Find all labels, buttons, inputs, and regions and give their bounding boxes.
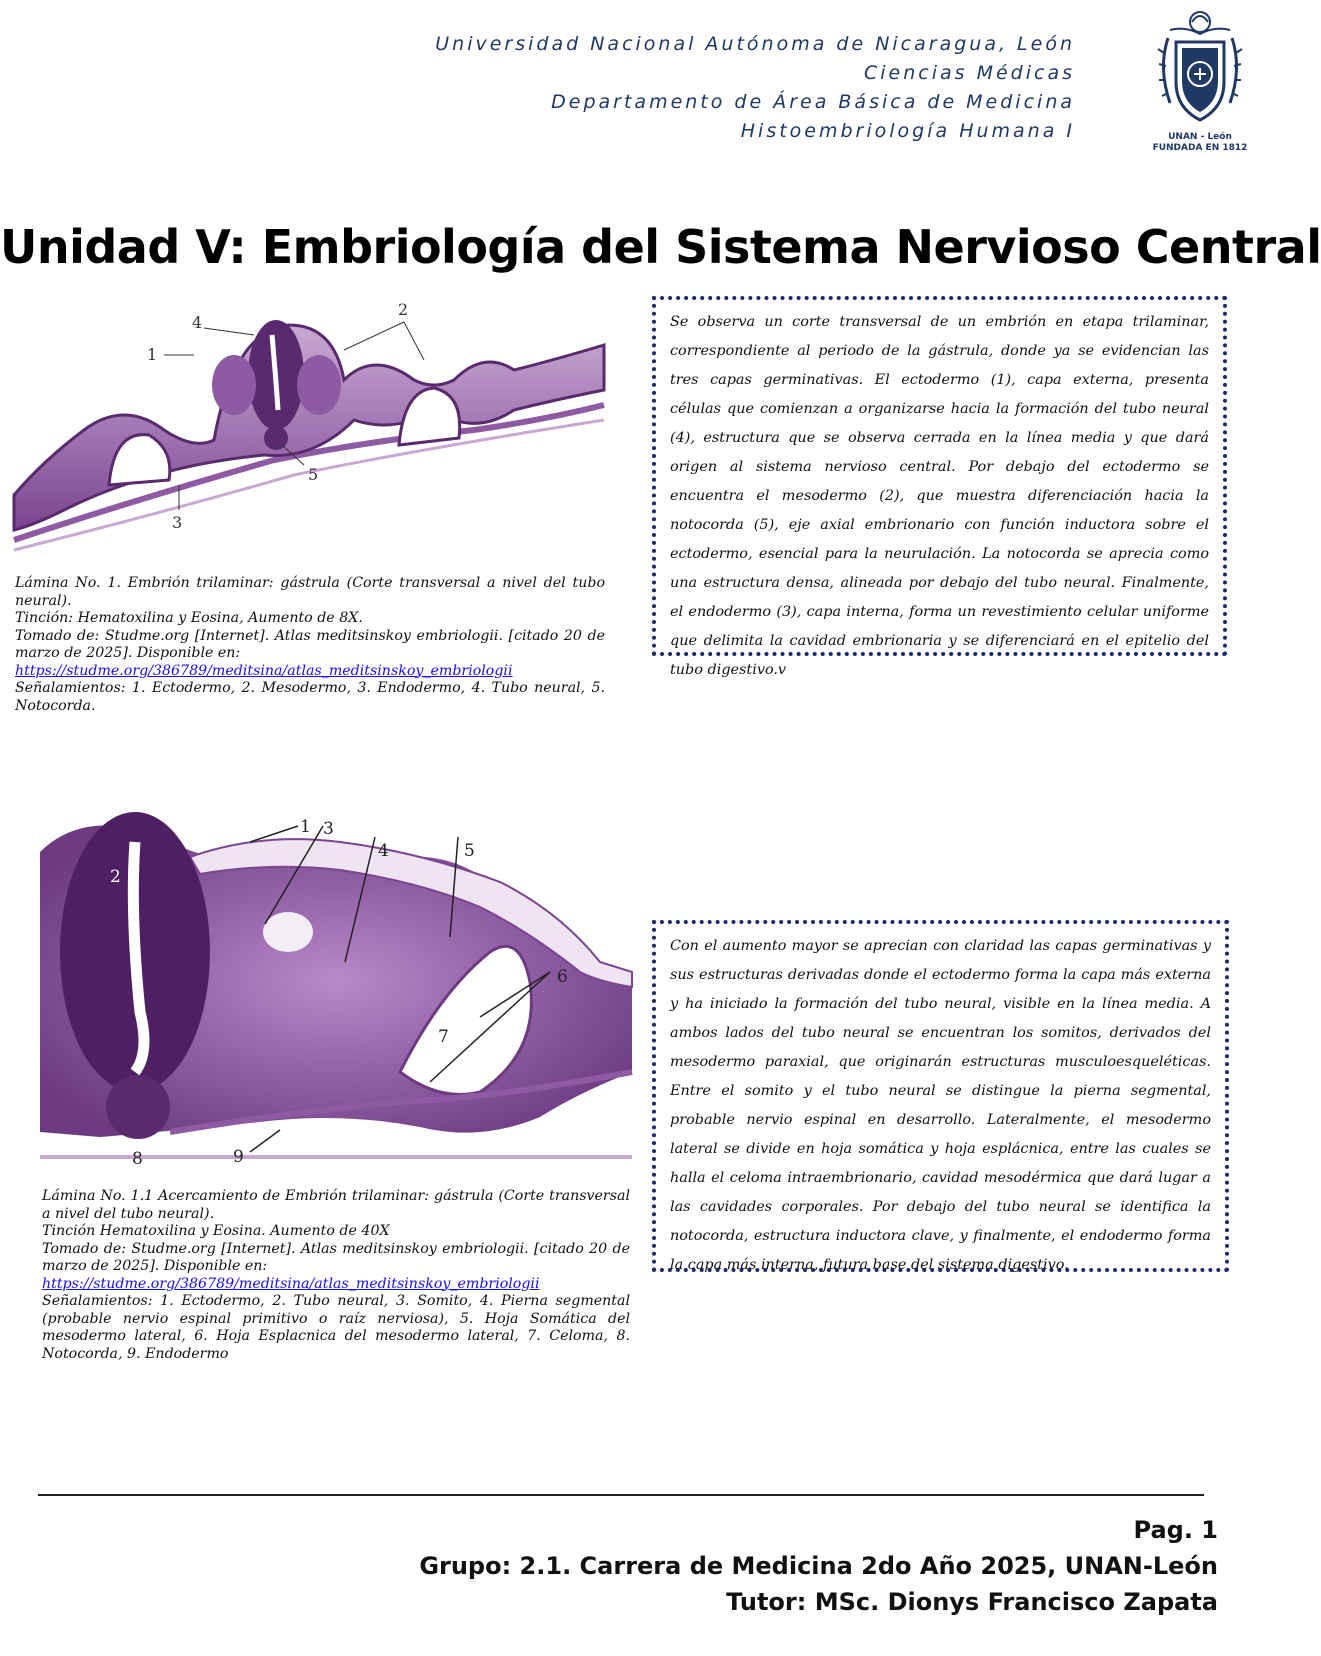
figure2-caption-stain: Tinción Hematoxilina y Eosina. Aumento de 40X xyxy=(42,1223,390,1239)
page-title: Unidad V: Embriología del Sistema Nervioso Central xyxy=(0,220,1321,274)
figure2-source-link[interactable]: https://studme.org/386789/meditsina/atlas_meditsinskoy_embriologii xyxy=(42,1275,540,1292)
fig2-label-6: 6 xyxy=(557,967,568,987)
fig2-label-7: 7 xyxy=(438,1027,449,1047)
fig1-label-1: 1 xyxy=(147,345,158,364)
figure1-caption-markers: Señalamientos: 1. Ectodermo, 2. Mesodermo, 3. Endodermo, 4. Tubo neural, 5. Notocorda. xyxy=(15,680,605,714)
figure1-description: Se observa un corte transversal de un embrión en etapa trilaminar, correspondiente al periodo de la gástrula, donde ya se evidencian las tres capas germinativas. El ectodermo (1), capa externa, presenta células que comienzan a organizarse hacia la formación del tubo neural (4), estructura que se observa cerrada en la línea media y que dará origen al sistema nervioso central. Por debajo del ectodermo se encuentra el mesodermo (2), que muestra diferenciación hacia la notocorda (5), eje axial embrionario con función inductora sobre el ectodermo, esencial para la neurulación. La notocorda se aprecia como una estructura densa, alineada por debajo del tubo neural. Finalmente, el endodermo (3), capa interna, forma un revestimiento celular uniforme que delimita la cavidad embrionaria y se diferenciará en el epitelio del tubo digestivo.v xyxy=(670,314,1209,678)
figure1-caption-stain: Tinción: Hematoxilina y Eosina, Aumento de 8X. xyxy=(15,610,363,626)
figure2-description: Con el aumento mayor se aprecian con claridad las capas germinativas y sus estructuras derivadas donde el ectodermo forma la capa más externa y ha iniciado la formación del tubo neural, visible en la línea media. A ambos lados del tubo neural se encuentran los somitos, derivados del mesodermo paraxial, que originarán estructuras musculoesqueléticas. Entre el somito y el tubo neural se distingue la pierna segmental, probable nervio espinal en desarrollo. Lateralmente, el mesodermo lateral se divide en hoja somática y hoja esplácnica, entre las cuales se halla el celoma intraembrionario, cavidad mesodérmica que dará lugar a las cavidades corporales. Por debajo del tubo neural se identifica la notocorda, estructura inductora clave, y finalmente, el endodermo forma la capa más interna, futura base del sistema digestivo. xyxy=(670,938,1211,1273)
figure2-caption-source: Tomado de: Studme.org [Internet]. Atlas meditsinskoy embriologii. [citado 20 de marzo de 2025]. Disponible en: xyxy=(42,1240,630,1274)
figure2-description-box xyxy=(652,920,1229,1272)
figure2-caption xyxy=(42,1188,630,1363)
footer-divider xyxy=(38,1494,1204,1496)
figure1-micrograph xyxy=(14,300,604,560)
page-number: Pag. 1 xyxy=(1133,1516,1218,1544)
fig1-label-2: 2 xyxy=(398,300,409,319)
fig2-label-4: 4 xyxy=(378,841,389,861)
fig2-label-3: 3 xyxy=(323,819,334,839)
university-name: Universidad Nacional Autónoma de Nicaragua, León xyxy=(435,33,1075,55)
figure1-caption-title: Lámina No. 1. Embrión trilaminar: gástrula (Corte transversal a nivel del tubo neural). xyxy=(15,575,605,609)
figure2-micrograph xyxy=(40,812,632,1168)
fig2-label-1: 1 xyxy=(300,817,311,837)
institution-header xyxy=(315,30,1075,142)
fig2-label-5: 5 xyxy=(464,841,475,861)
figure2-caption-markers: Señalamientos: 1. Ectodermo, 2. Tubo neural, 3. Somito, 4. Pierna segmental (probable nervio espinal primitivo o raíz nerviosa), 5. Hoja Somática del mesodermo lateral, 6. Hoja Esplacnica del mesodermo lateral, 7. Celoma, 8. Notocorda, 9. Endodermo xyxy=(42,1293,630,1362)
footer-tutor: Tutor: MSc. Dionys Francisco Zapata xyxy=(726,1588,1218,1616)
figure1-caption-source: Tomado de: Studme.org [Internet]. Atlas meditsinskoy embriologii. [citado 20 de marzo de 2025]. Disponible en: xyxy=(15,627,605,661)
figure1-source-link[interactable]: https://studme.org/386789/meditsina/atlas_meditsinskoy_embriologii xyxy=(15,662,513,679)
department-name: Departamento de Área Básica de Medicina xyxy=(551,91,1075,113)
logo-founded: FUNDADA EN 1812 xyxy=(1152,143,1248,153)
fig1-label-4: 4 xyxy=(192,313,203,332)
fig1-label-5: 5 xyxy=(308,465,319,484)
fig2-label-8: 8 xyxy=(132,1149,143,1169)
footer-group: Grupo: 2.1. Carrera de Medicina 2do Año 2025, UNAN-León xyxy=(419,1552,1218,1580)
figure1-description-box xyxy=(652,296,1227,678)
logo-caption: UNAN - León xyxy=(1168,132,1232,142)
figure2-caption-title: Lámina No. 1.1 Acercamiento de Embrión trilaminar: gástrula (Corte transversal a nivel del tubo neural). xyxy=(42,1188,630,1222)
figure1-caption xyxy=(15,575,605,715)
fig1-label-3: 3 xyxy=(172,513,183,532)
course-name: Histoembriología Humana I xyxy=(740,120,1075,142)
fig2-label-9: 9 xyxy=(233,1147,244,1167)
faculty-name: Ciencias Médicas xyxy=(864,62,1075,84)
fig2-label-2: 2 xyxy=(110,867,121,887)
